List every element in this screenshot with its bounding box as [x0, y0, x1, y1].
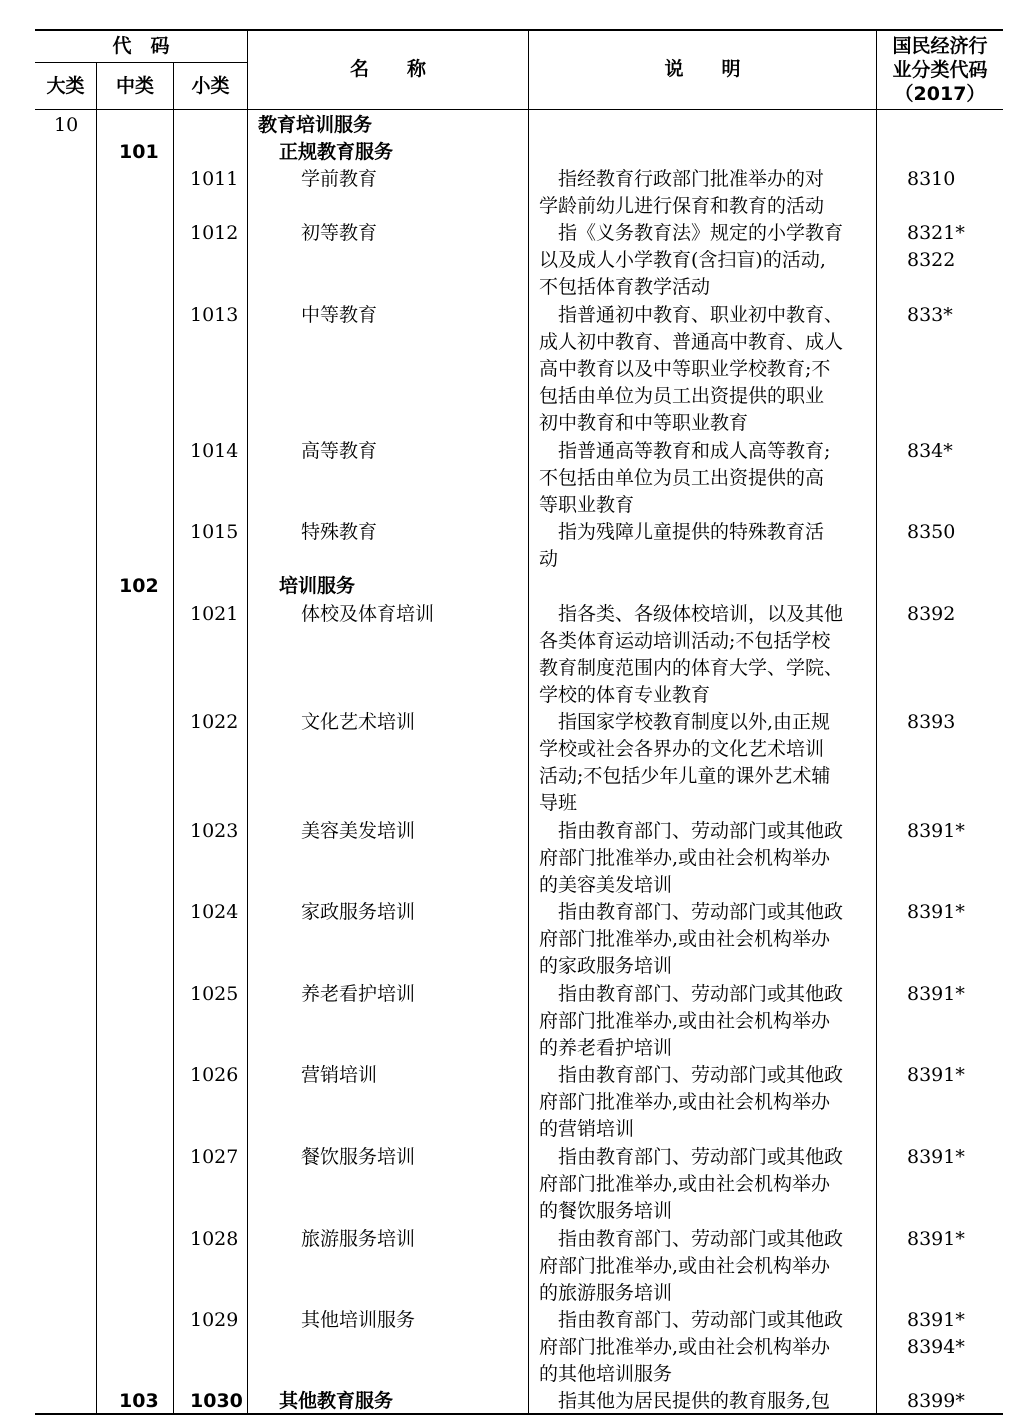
- category-name: 培训服务: [279, 575, 356, 597]
- minor-code: 1022: [190, 711, 239, 733]
- category-description: 指由教育部门、劳动部门或其他政 府部门批准举办,或由社会机构举办 的其他培训服务: [539, 1309, 844, 1385]
- header-industry-code-line3: （2017）: [894, 83, 986, 105]
- industry-code: 8391*: [907, 1228, 965, 1250]
- header-major: 大类: [46, 75, 85, 97]
- header-bottom-rule: [35, 109, 1003, 110]
- minor-code: 1014: [190, 440, 239, 462]
- category-name: 家政服务培训: [301, 901, 416, 923]
- minor-code: 1028: [190, 1228, 239, 1250]
- medium-code: 102: [119, 575, 159, 597]
- minor-code: 1026: [190, 1064, 239, 1086]
- category-description: 指其他为居民提供的教育服务,包: [539, 1390, 831, 1412]
- industry-code: 834*: [907, 440, 953, 462]
- industry-code: 8391*: [907, 1064, 965, 1086]
- category-name: 营销培训: [301, 1064, 378, 1086]
- industry-code: 8391* 8394*: [907, 1309, 965, 1358]
- category-name: 美容美发培训: [301, 820, 416, 842]
- industry-code: 8391*: [907, 1146, 965, 1168]
- industry-code: 8321* 8322: [907, 222, 965, 271]
- column-divider: [173, 62, 174, 1414]
- header-code: 代 码: [112, 35, 170, 57]
- category-description: 指经教育行政部门批准举办的对 学龄前幼儿进行保育和教育的活动: [539, 168, 825, 217]
- minor-code: 1015: [190, 521, 239, 543]
- category-name: 正规教育服务: [279, 141, 394, 163]
- category-description: 指由教育部门、劳动部门或其他政 府部门批准举办,或由社会机构举办 的家政服务培训: [539, 901, 844, 977]
- minor-code: 1012: [190, 222, 239, 244]
- category-description: 指《义务教育法》规定的小学教育 以及成人小学教育(含扫盲)的活动, 不包括体育教学活动: [539, 222, 844, 298]
- category-description: 指由教育部门、劳动部门或其他政 府部门批准举办,或由社会机构举办 的旅游服务培训: [539, 1228, 844, 1304]
- column-divider: [247, 30, 248, 1414]
- category-description: 指由教育部门、劳动部门或其他政 府部门批准举办,或由社会机构举办 的美容美发培训: [539, 820, 844, 896]
- table-top-rule: [35, 29, 1003, 31]
- minor-code: 1023: [190, 820, 239, 842]
- industry-code: 8310: [907, 168, 956, 190]
- industry-code: 8399*: [907, 1390, 965, 1412]
- industry-code: 8391*: [907, 820, 965, 842]
- category-name: 特殊教育: [301, 521, 378, 543]
- header-name: 名 称: [349, 58, 426, 80]
- industry-code: 8391*: [907, 901, 965, 923]
- header-description: 说 明: [664, 58, 741, 80]
- industry-code: 8350: [907, 521, 956, 543]
- category-description: 指为残障儿童提供的特殊教育活 动: [539, 521, 825, 570]
- minor-code: 1024: [190, 901, 239, 923]
- minor-code: 1030: [190, 1390, 243, 1412]
- column-divider: [96, 62, 97, 1414]
- minor-code: 1011: [190, 168, 239, 190]
- header-industry-code-line2: 业分类代码: [892, 59, 988, 81]
- industry-code: 8393: [907, 711, 956, 733]
- category-description: 指由教育部门、劳动部门或其他政 府部门批准举办,或由社会机构举办 的餐饮服务培训: [539, 1146, 844, 1222]
- minor-code: 1027: [190, 1146, 239, 1168]
- industry-code: 8392: [907, 603, 956, 625]
- category-description: 指由教育部门、劳动部门或其他政 府部门批准举办,或由社会机构举办 的养老看护培训: [539, 983, 844, 1059]
- category-name: 文化艺术培训: [301, 711, 416, 733]
- medium-code: 101: [119, 141, 159, 163]
- header-industry-code-line1: 国民经济行: [892, 35, 988, 57]
- industry-code: 8391*: [907, 983, 965, 1005]
- category-name: 其他教育服务: [279, 1390, 394, 1412]
- medium-code: 103: [119, 1390, 159, 1412]
- category-name: 体校及体育培训: [301, 603, 435, 625]
- minor-code: 1029: [190, 1309, 239, 1331]
- category-description: 指各类、各级体校培训，以及其他 各类体育运动培训活动;不包括学校 教育制度范围内的体育大学、学院、 学校的体育专业教育: [539, 603, 844, 706]
- category-name: 餐饮服务培训: [301, 1146, 416, 1168]
- category-description: 指国家学校教育制度以外,由正规 学校或社会各界办的文化艺术培训 活动;不包括少年儿童的课外艺术辅 导班: [539, 711, 831, 814]
- code-header-divider: [35, 62, 247, 63]
- column-divider: [876, 30, 877, 1414]
- category-name: 其他培训服务: [301, 1309, 416, 1331]
- header-medium: 中类: [115, 75, 154, 97]
- category-name: 教育培训服务: [258, 114, 373, 136]
- minor-code: 1025: [190, 983, 239, 1005]
- category-name: 旅游服务培训: [301, 1228, 416, 1250]
- category-name: 中等教育: [301, 304, 378, 326]
- category-name: 学前教育: [301, 168, 378, 190]
- category-description: 指由教育部门、劳动部门或其他政 府部门批准举办,或由社会机构举办 的营销培训: [539, 1064, 844, 1140]
- minor-code: 1013: [190, 304, 239, 326]
- header-minor: 小类: [191, 75, 230, 97]
- category-name: 高等教育: [301, 440, 378, 462]
- major-code: 10: [54, 114, 79, 136]
- category-name: 初等教育: [301, 222, 378, 244]
- category-description: 指普通高等教育和成人高等教育; 不包括由单位为员工出资提供的高 等职业教育: [539, 440, 831, 516]
- industry-code: 833*: [907, 304, 953, 326]
- minor-code: 1021: [190, 603, 239, 625]
- category-description: 指普通初中教育、职业初中教育、 成人初中教育、普通高中教育、成人 高中教育以及中等职业学校教育;不 包括由单位为员工出资提供的职业 初中教育和中等职业教育: [539, 304, 844, 434]
- column-divider: [528, 30, 529, 1414]
- category-name: 养老看护培训: [301, 983, 416, 1005]
